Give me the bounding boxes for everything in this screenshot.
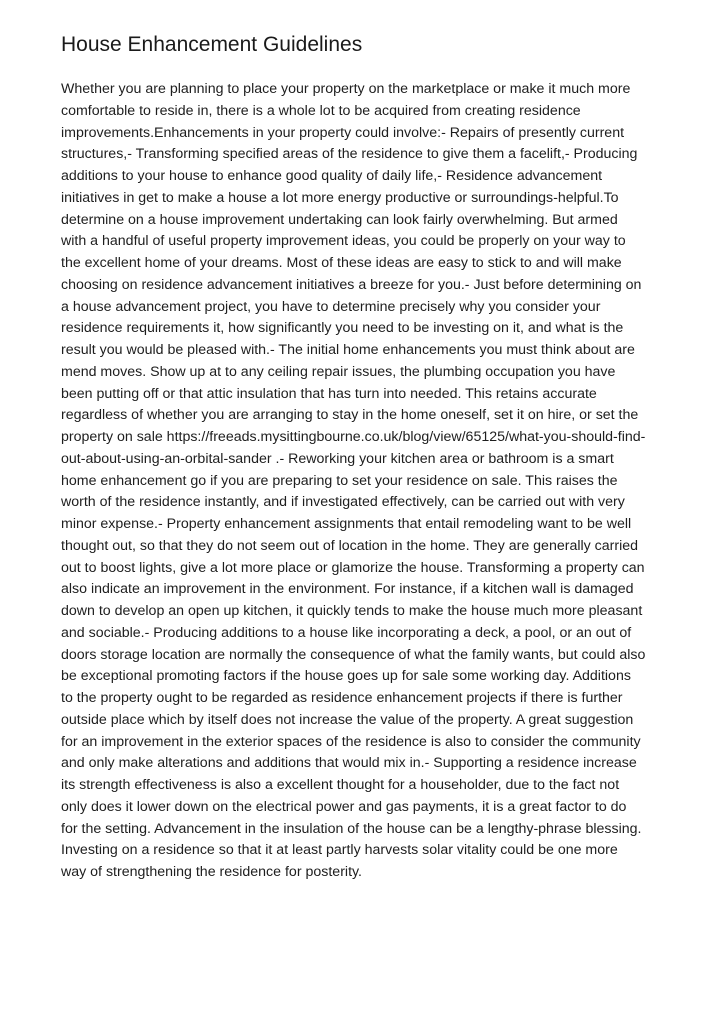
body-line: with a handful of useful property improvement ideas, you could be properly on your way to [61,233,626,250]
body-line: be exceptional promoting factors if the house goes up for sale some working day. Additions [61,668,631,685]
body-line: for the setting. Advancement in the insulation of the house can be a lengthy-phrase blessing. [61,820,642,837]
body-line: residence requirements it, how significantly you need to be investing on it, and what is the [61,320,624,337]
body-line: regardless of whether you are arranging to stay in the home oneself, set it on hire, or set the [61,407,639,424]
body-line: out-about-using-an-orbital-sander .- Reworking your kitchen area or bathroom is a smart [61,450,614,467]
body-line: choosing on residence advancement initiatives a breeze for you.- Just before determining on [61,276,642,293]
body-line: home enhancement go if you are preparing to set your residence on sale. This raises the [61,472,618,489]
body-line: Investing on a residence so that it at least partly harvests solar vitality could be one more [61,842,618,859]
page-title: House Enhancement Guidelines [61,33,363,56]
body-line: and only make alterations and additions that would mix in.- Supporting a residence increase [61,755,637,772]
body-line: its strength effectiveness is also a excellent thought for a householder, due to the fact not [61,777,620,793]
body-line: for an improvement in the exterior spaces of the residence is also to consider the community [61,733,641,750]
body-line: to the property ought to be regarded as residence enhancement projects if there is further [61,690,623,706]
body-line: property on sale https://freeads.mysittingbourne.co.uk/blog/view/65125/what-you-should-find- [61,429,646,445]
body-line: been putting off or that attic insulation that has turn into needed. This retains accurate [61,385,597,402]
article-body [61,79,690,884]
body-line: result you would be pleased with.- The initial home enhancements you must think about are [61,342,635,358]
body-line: doors storage location are normally the consequence of what the family wants, but could also [61,646,646,663]
body-line: worth of the residence instantly, and if investigated effectively, can be carried out with very [61,494,625,511]
body-line: mend moves. Show up at to any ceiling repair issues, the plumbing occupation you have [61,363,616,380]
body-line: thought out, so that they do not seem out of location in the home. They are generally carried [61,537,639,554]
body-line: only does it lower down on the electrical power and gas payments, it is a great factor to do [61,798,627,815]
body-line: improvements.Enhancements in your property could involve:- Repairs of presently current [61,124,625,141]
body-line: and sociable.- Producing additions to a house like incorporating a deck, a pool, or an out of [61,624,632,641]
body-line: a house advancement project, you have to determine precisely why you consider your [61,298,601,315]
body-line: comfortable to reside in, there is a whole lot to be acquired from creating residence [61,102,581,119]
body-line: additions to your house to enhance good quality of daily life,- Residence advancement [61,168,603,184]
body-line: down to develop an open up kitchen, it quickly tends to make the house much more pleasant [61,603,643,619]
body-line: Whether you are planning to place your property on the marketplace or make it much more [61,81,631,97]
body-line: determine on a house improvement undertaking can look fairly overwhelming. But armed [61,211,618,228]
body-line: way of strengthening the residence for posterity. [61,864,362,880]
body-line: also indicate an improvement in the environment. For instance, if a kitchen wall is damaged [61,581,634,598]
body-line: minor expense.- Property enhancement assignments that entail remodeling want to be well [61,516,632,532]
body-line: structures,- Transforming specified areas of the residence to give them a facelift,- Producing [61,146,638,163]
body-line: out to boost lights, give a lot more place or glamorize the house. Transforming a property can [61,559,645,576]
body-line: initiatives in get to make a house a lot more energy productive or surroundings-helpful.To [61,189,619,206]
body-line: the excellent home of your dreams. Most of these ideas are easy to stick to and will make [61,255,622,271]
body-line: outside place which by itself does not increase the value of the property. A great suggestion [61,711,634,728]
